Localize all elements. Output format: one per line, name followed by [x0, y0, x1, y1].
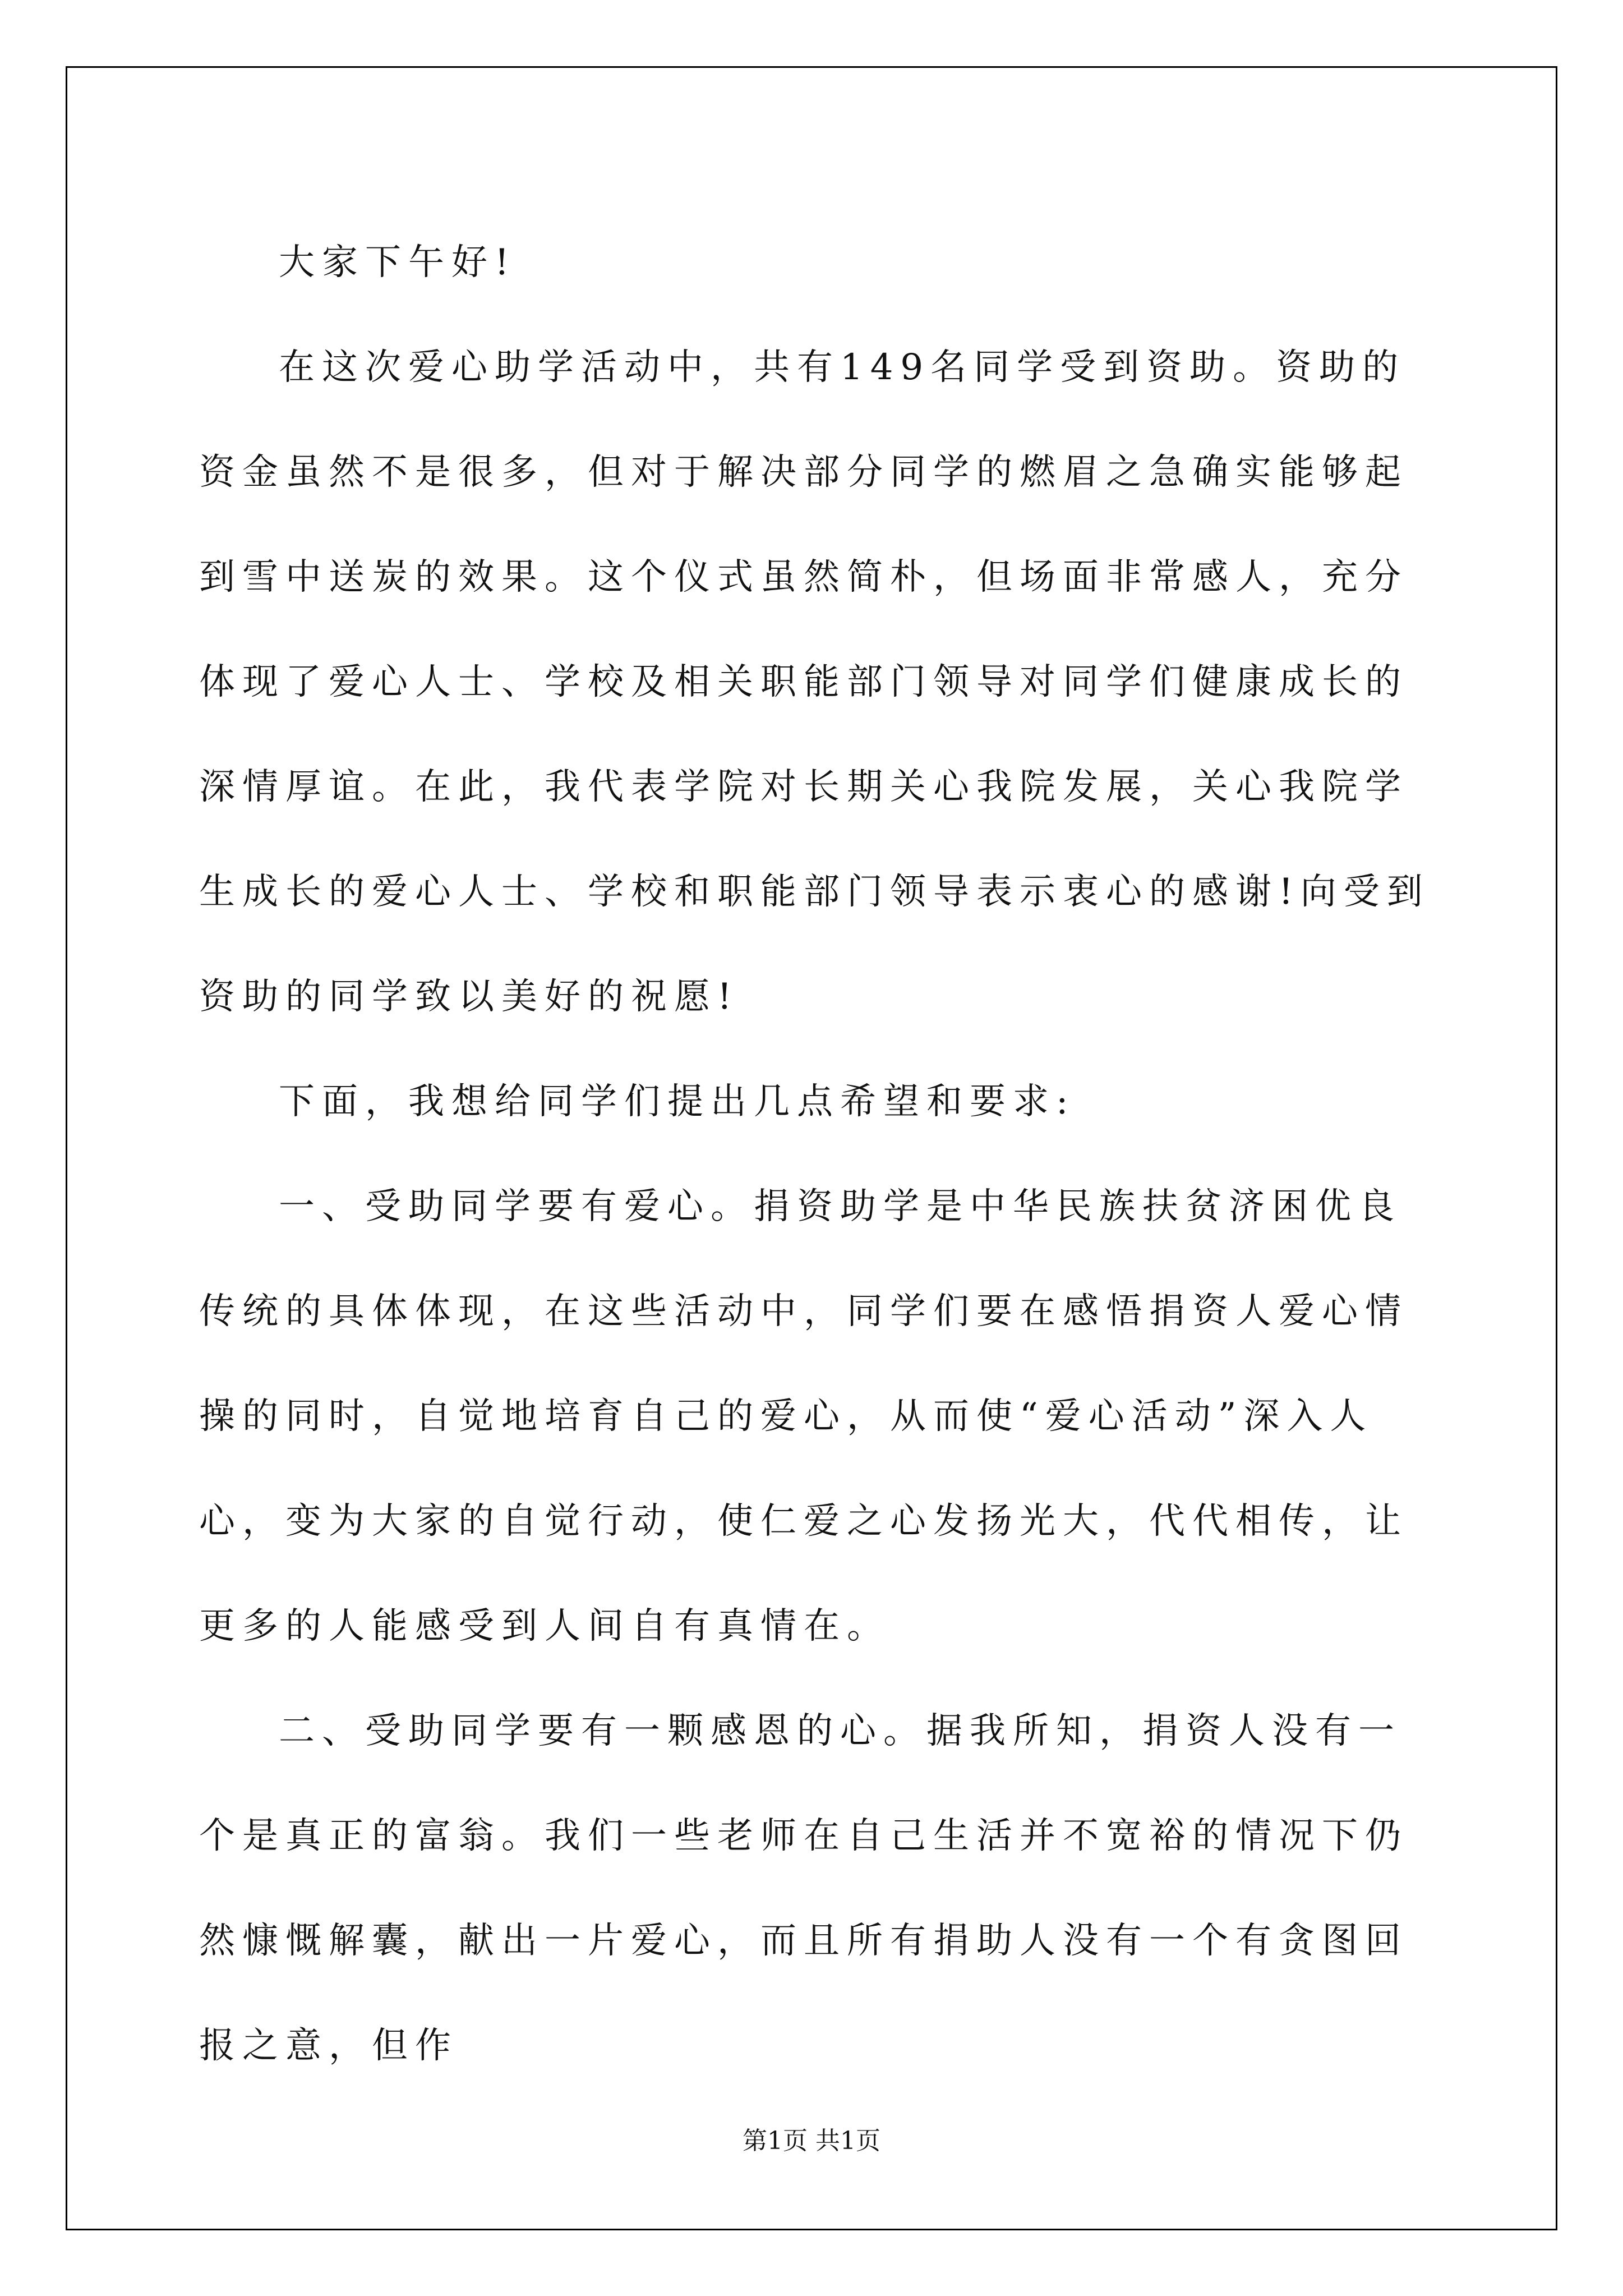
paragraph-point-one: 一、受助同学要有爱心。捐资助学是中华民族扶贫济困优良传统的具体体现，在这些活动中，同学们要在感悟捐资人爱心情操的同时，自觉地培育自己的爱心，从而使“爱心活动”深入人心，变为大家的自觉行动，使仁爱之心发扬光大，代代相传，让更多的人能感受到人间自有真情在。 — [199, 1186, 1408, 1647]
paragraph-greeting: 大家下午好! — [279, 242, 517, 283]
paragraph-hopes-intro: 下面，我想给同学们提出几点希望和要求: — [279, 1081, 1076, 1122]
paragraph-activity-summary: 在这次爱心助学活动中，共有149名同学受到资助。资助的资金虽然不是很多，但对于解决部分同学的燃眉之急确实能够起到雪中送炭的效果。这个仪式虽然简朴，但场面非常感人，充分体现了爱心人士、学校及相关职能部门领导对同学们健康成长的深情厚谊。在此，我代表学院对长期关心我院发展，关心我院学生成长的爱心人士、学校和职能部门领导表示衷心的感谢!向受到资助的同学致以美好的祝愿! — [199, 347, 1430, 1018]
page-number-footer: 第1页 共1页 — [743, 2127, 880, 2155]
paragraph-point-two: 二、受助同学要有一颗感恩的心。据我所知，捐资人没有一个是真正的富翁。我们一些老师在自己生活并不宽裕的情况下仍然慷慨解囊，献出一片爱心，而且所有捐助人没有一个有贪图回报之意，但作 — [199, 1710, 1408, 2067]
document-body — [199, 210, 1444, 2099]
